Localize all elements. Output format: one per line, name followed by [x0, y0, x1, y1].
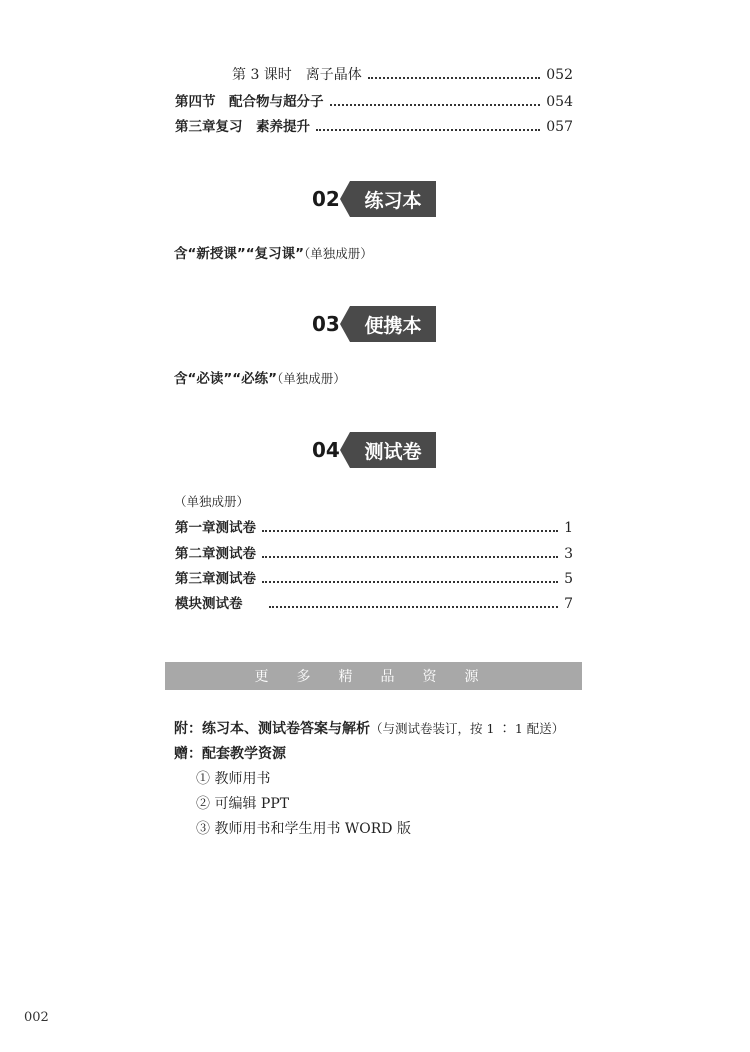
gift-line — [174, 743, 286, 763]
toc-entry-label: 模块测试卷 — [175, 596, 243, 612]
practice-note — [174, 242, 373, 262]
toc-entry-label: 第二章测试卷 — [175, 546, 256, 562]
attachment-line — [174, 718, 564, 738]
portable-note-bold: 含“必读”“必练” — [174, 371, 277, 387]
attachment-small: （与测试卷装订，按 1 ∶ 1 配送） — [370, 721, 565, 736]
section-title: 测试卷 — [350, 432, 436, 468]
section-header-tests — [312, 432, 436, 468]
toc-leader-dots — [269, 606, 558, 608]
toc-entry-page: 3 — [564, 546, 573, 562]
toc-entry-label: 第 3 课时 离子晶体 — [232, 67, 362, 83]
section-title: 便携本 — [350, 306, 436, 342]
section-number: 03 — [312, 312, 340, 336]
section-header-portable — [312, 306, 436, 342]
practice-note-small: （单独成册） — [304, 246, 373, 261]
toc-leader-dots — [368, 77, 540, 79]
tests-note — [174, 492, 249, 510]
portable-note-small: （单独成册） — [277, 371, 346, 386]
toc-entry-page: 054 — [546, 94, 573, 110]
toc-entry[interactable] — [175, 592, 573, 612]
toc-entry-page: 5 — [564, 571, 573, 587]
toc-entry[interactable] — [175, 567, 573, 587]
toc-entry-page: 057 — [546, 119, 573, 135]
more-resources-banner: 更多精品资源 — [165, 662, 582, 690]
toc-entry-label: 第三章复习 素养提升 — [175, 119, 310, 135]
toc-leader-dots — [330, 104, 541, 106]
gift-bold: 赠：配套教学资源 — [174, 746, 286, 762]
tests-note-small: （单独成册） — [174, 494, 250, 509]
toc-leader-dots — [262, 556, 558, 558]
toc-entry-page: 7 — [564, 596, 573, 612]
toc-entry-page: 052 — [546, 67, 573, 83]
portable-note — [174, 367, 346, 387]
toc-entry-label: 第三章测试卷 — [175, 571, 256, 587]
page-number: 002 — [24, 1010, 49, 1025]
toc-entry-label: 第四节 配合物与超分子 — [175, 94, 324, 110]
toc-entry-page: 1 — [564, 520, 573, 536]
section-header-practice — [312, 181, 436, 217]
toc-entry[interactable] — [175, 516, 573, 536]
toc-entry[interactable] — [175, 542, 573, 562]
section-title: 练习本 — [350, 181, 436, 217]
toc-entry[interactable] — [232, 64, 573, 84]
gift-item: ③ 教师用书和学生用书 WORD 版 — [196, 821, 411, 837]
toc-entry[interactable] — [175, 90, 573, 110]
section-number: 04 — [312, 438, 340, 462]
gift-item: ① 教师用书 — [196, 771, 271, 787]
toc-entry-label: 第一章测试卷 — [175, 520, 256, 536]
toc-entry[interactable] — [175, 115, 573, 135]
gift-item: ② 可编辑 PPT — [196, 796, 290, 812]
practice-note-bold: 含“新授课”“复习课” — [174, 246, 304, 262]
attachment-bold: 附：练习本、测试卷答案与解析 — [174, 721, 370, 737]
toc-leader-dots — [316, 129, 540, 131]
section-number: 02 — [312, 187, 340, 211]
toc-leader-dots — [262, 530, 558, 532]
toc-leader-dots — [262, 581, 558, 583]
